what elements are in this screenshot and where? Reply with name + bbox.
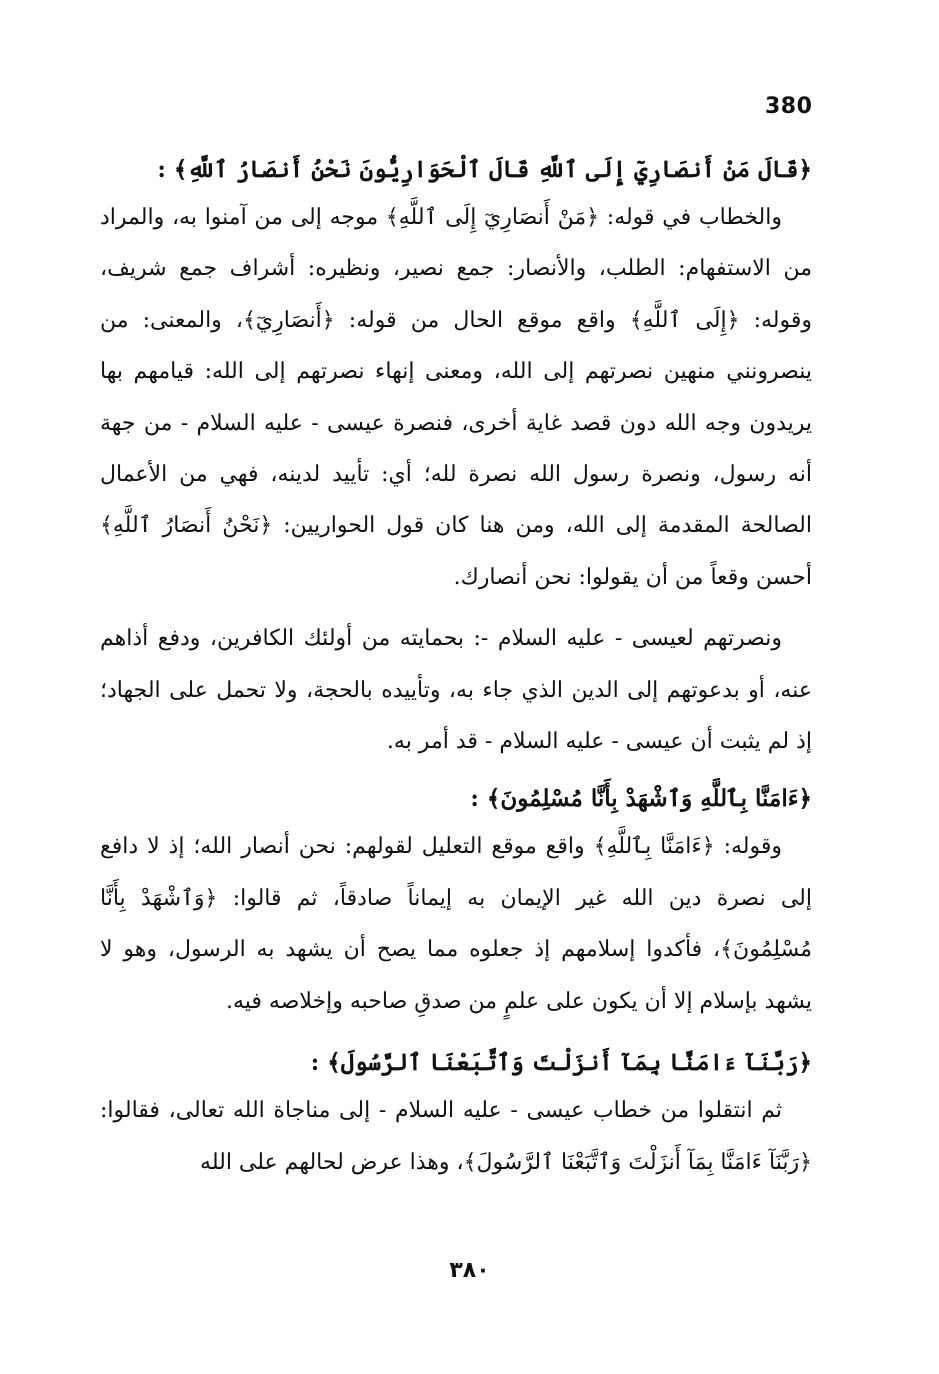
verse-heading-1: ﴿قَالَ مَنْ أَنصَارِيٓ إِلَى ٱللَّهِ قَالَ ٱلْحَوَارِيُّونَ نَحْنُ أَنصَارُ ٱللَّهِ﴾ : (157, 156, 812, 183)
page-number-bottom: ٣٨٠ (449, 1258, 490, 1283)
page-body (100, 148, 812, 1188)
paragraph-3: وقوله: ﴿ءَامَنَّا بِٱللَّهِ﴾ واقع موقع التعليل لقولهم: نحن أنصار الله؛ إذ لا دافع إلى نصرة دين الله غير الإيمان به إيماناً صادقاً، ثم قالوا: ﴿وَٱشْهَدْ بِأَنَّا مُسْلِمُونَ﴾، فأكدوا إسلامهم إذ جعلوه مما يصح أن يشهد به الرسول، وهو لا يشهد بإسلام إلا أن يكون على علمٍ من صدقِ صاحبه وإخلاصه فيه. (100, 834, 812, 1014)
paragraph-2: ونصرتهم لعيسى - عليه السلام -: بحمايته من أولئك الكافرين، ودفع أذاهم عنه، أو بدعوتهم إلى الدين الذي جاء به، وتأييده بالحجة، ولا تحمل على الجهاد؛ إذ لم يثبت أن عيسى - عليه السلام - قد أمر به. (100, 626, 812, 755)
verse-heading-3: ﴿رَبَّنَآ ءَامَنَّا بِمَآ أَنزَلْتَ وَٱتَّبَعْنَا ٱلرَّسُولَ﴾ : (310, 1049, 812, 1077)
paragraph-1: والخطاب في قوله: ﴿مَنْ أَنصَارِيٓ إِلَى ٱللَّهِ﴾ موجه إلى من آمنوا به، والمراد من الاستفهام: الطلب، والأنصار: جمع نصير، ونظيره: أشراف جمع شريف، وقوله: ﴿إِلَى ٱللَّهِ﴾ واقع موقع الحال من قوله: ﴿أَنصَارِيٓ﴾، والمعنى: من ينصرونني منهين نصرتهم إلى الله، ومعنى إنهاء نصرتهم إلى الله: قيامهم بها يريدون وجه الله دون قصد غاية أخرى، فنصرة عيسى - عليه السلام - من جهة أنه رسول، ونصرة رسول الله نصرة لله؛ أي: تأييد لدينه، فهي من الأعمال الصالحة المقدمة إلى الله، ومن هنا كان قول الحواريين: ﴿نَحْنُ أَنصَارُ ٱللَّهِ﴾ أحسن وقعاً من أن يقولوا: نحن أنصارك. (100, 205, 812, 590)
page-number-top: 380 (765, 94, 813, 119)
paragraph-4: ثم انتقلوا من خطاب عيسى - عليه السلام - إلى مناجاة الله تعالى، فقالوا: ﴿رَبَّنَآ ءَامَنَّا بِمَآ أَنزَلْتَ وَٱتَّبَعْنَا ٱلرَّسُولَ﴾، وهذا عرض لحالهم على الله (100, 1098, 812, 1175)
verse-heading-2: ﴿ءَامَنَّا بِٱللَّهِ وَٱشْهَدْ بِأَنَّا مُسْلِمُونَ﴾ : (470, 785, 812, 813)
